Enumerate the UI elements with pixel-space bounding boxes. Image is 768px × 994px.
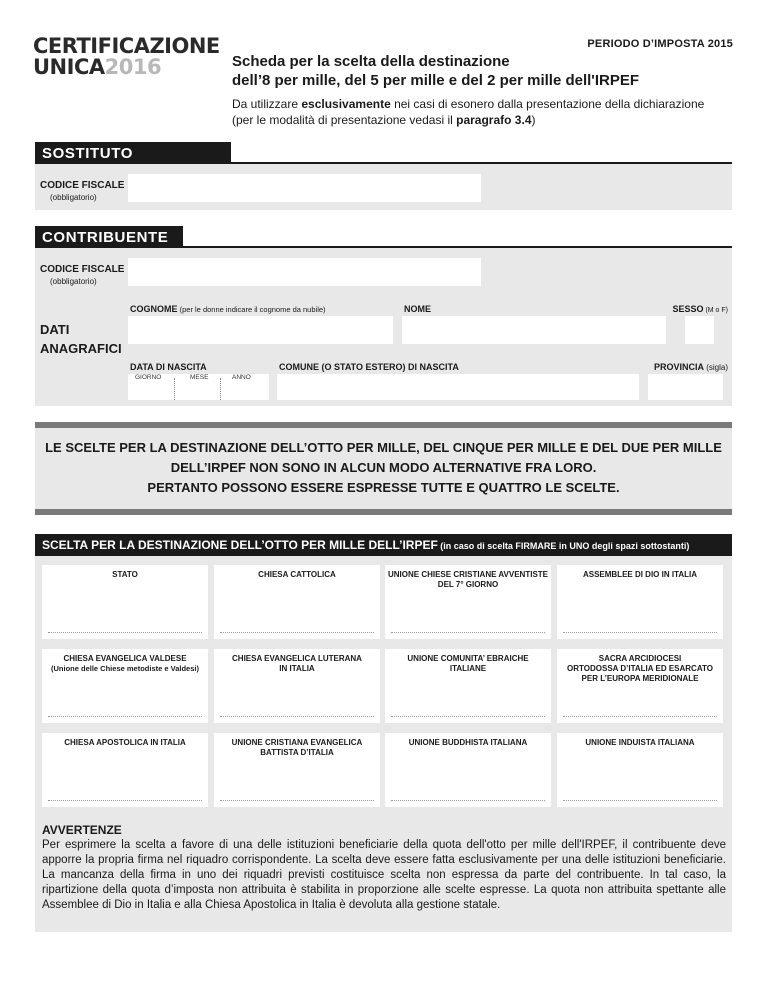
otto-heading-note: (in caso di scelta FIRMARE in UNO degli spazi sottostanti) [437, 541, 690, 551]
sostituto-cf-sub: (obbligatorio) [50, 193, 97, 202]
sesso-label-text: SESSO [672, 304, 704, 314]
signature-cell[interactable] [214, 733, 380, 807]
signature-line [48, 800, 202, 801]
sesso-note: (M o F) [703, 307, 728, 314]
cell-label: ITALIANE [449, 664, 487, 673]
comune-field[interactable] [277, 374, 639, 400]
cell-label: UNIONE INDUISTA ITALIANA [585, 738, 695, 747]
avvertenze [42, 823, 726, 913]
sesso-field[interactable] [685, 316, 714, 344]
signature-line [48, 632, 202, 633]
cell-label: UNIONE CHIESE CRISTIANE AVVENTISTE [387, 570, 549, 579]
cell-label: SACRA ARCIDIOCESI [598, 654, 682, 663]
logo-line1: CERTIFICAZIONE [33, 34, 220, 58]
sostituto-heading: SOSTITUTO [35, 142, 231, 164]
logo [33, 36, 220, 79]
subtitle-bold: esclusivamente [301, 97, 391, 111]
sesso-label [672, 304, 728, 314]
cell-label: IN ITALIA [279, 664, 315, 673]
cell-label: BATTISTA D’ITALIA [260, 748, 334, 757]
cell-label: ASSEMBLEE DI DIO IN ITALIA [582, 570, 698, 579]
provincia-label-text: PROVINCIA [653, 362, 704, 372]
cell-label: UNIONE CRISTIANA EVANGELICA [231, 738, 363, 747]
signature-cell[interactable] [214, 649, 380, 723]
signature-cell[interactable] [385, 733, 551, 807]
data-nascita-label: DATA DI NASCITA [130, 362, 207, 372]
sostituto-cf-label: CODICE FISCALE [40, 180, 125, 191]
cognome-note: (per le donne indicare il cognome da nubile) [177, 305, 326, 314]
signature-cell[interactable] [557, 565, 723, 639]
otto-heading-text: SCELTA PER LA DESTINAZIONE DELL’OTTO PER MILLE DELL’IRPEF [42, 538, 438, 552]
signature-cell[interactable] [557, 733, 723, 807]
avvertenze-title: AVVERTENZE [42, 823, 122, 837]
subtitle [232, 96, 742, 128]
signature-line [563, 632, 717, 633]
subtitle-bold: paragrafo 3.4 [456, 113, 532, 127]
sostituto-cf-field[interactable] [128, 174, 481, 202]
signature-line [391, 800, 545, 801]
provincia-note: (sigla) [703, 363, 728, 372]
signature-cell[interactable] [385, 565, 551, 639]
signature-cell[interactable] [42, 733, 208, 807]
title-line2: dell’8 per mille, del 5 per mille e del 2 per mille dell'IRPEF [232, 72, 640, 89]
contribuente-cf-sub: (obbligatorio) [50, 277, 97, 286]
dati-anagrafici-label [40, 320, 122, 358]
subtitle-text: ) [531, 113, 536, 127]
signature-line [563, 716, 717, 717]
signature-cell[interactable] [385, 649, 551, 723]
logo-year: 2016 [104, 55, 162, 79]
warning-line1: LE SCELTE PER LA DESTINAZIONE DELL’OTTO PER MILLE, DEL CINQUE PER MILLE E DEL DUE PER MILLE [45, 440, 722, 455]
date-divider [174, 378, 175, 400]
signature-cell[interactable] [557, 649, 723, 723]
signature-line [391, 632, 545, 633]
cognome-field[interactable] [128, 316, 393, 344]
contribuente-cf-field[interactable] [128, 258, 481, 286]
cell-label: CHIESA APOSTOLICA IN ITALIA [64, 738, 186, 747]
title-line1: Scheda per la scelta della destinazione [232, 53, 510, 70]
contribuente-heading: CONTRIBUENTE [35, 226, 183, 248]
cognome-label-text: COGNOME [130, 304, 178, 314]
cell-label: UNIONE BUDDHISTA ITALIANA [408, 738, 528, 747]
cell-label: ORTODOSSA D’ITALIA ED ESARCATO [567, 664, 713, 673]
periodo-imposta: PERIODO D’IMPOSTA 2015 [587, 38, 733, 50]
cell-label: CHIESA EVANGELICA VALDESE [63, 654, 187, 663]
page-title [232, 52, 732, 90]
logo-unica: UNICA [33, 55, 105, 79]
subtitle-text: nei casi di esonero dalla presentazione della dichiarazione [390, 97, 705, 111]
signature-line [220, 800, 374, 801]
nome-field[interactable] [402, 316, 666, 344]
cognome-label [130, 304, 326, 314]
signature-line [563, 800, 717, 801]
subtitle-text: (per le modalità di presentazione vedasi il [232, 113, 457, 127]
cell-label: DEL 7° GIORNO [437, 580, 499, 589]
subtitle-text: Da utilizzare [232, 97, 302, 111]
cell-label: CHIESA EVANGELICA LUTERANA [232, 654, 362, 663]
signature-cell[interactable] [42, 649, 208, 723]
contribuente-cf-label: CODICE FISCALE [40, 264, 125, 275]
cell-label: STATO [112, 570, 138, 579]
signature-line [220, 716, 374, 717]
provincia-field[interactable] [648, 374, 723, 400]
cell-label: UNIONE COMUNITA’ EBRAICHE [407, 654, 529, 663]
comune-label: COMUNE (O STATO ESTERO) DI NASCITA [279, 362, 459, 372]
nome-label: NOME [404, 304, 431, 314]
cell-label: (Unione delle Chiese metodiste e Valdesi) [51, 664, 199, 673]
otto-heading [35, 534, 732, 556]
warning-line3: PERTANTO POSSONO ESSERE ESPRESSE TUTTE E QUATTRO LE SCELTE. [147, 480, 620, 495]
warning-box [35, 422, 732, 515]
dati-label: DATI [40, 322, 70, 337]
signature-cell[interactable] [214, 565, 380, 639]
anno-label: ANNO [232, 374, 251, 381]
signature-line [48, 716, 202, 717]
data-nascita-labels-overlay [128, 374, 269, 400]
giorno-label: GIORNO [135, 374, 162, 381]
avvertenze-text: Per esprimere la scelta a favore di una delle istituzioni beneficiarie della quota dell'otto per mille dell'IRPEF, il contribuente deve apporre la propria firma nel riquadro corrispondente. La scelta deve essere fatta esclusivamente per una delle istituzioni beneficiarie. La mancanza della firma in uno dei riquadri previsti costituisce scelta non espressa da parte del contribuente. In tal caso, la ripartizione della quota d’imposta non attribuita è stabilita in proporzione alle scelte espresse. La quota non attribuita spettante alle Assemblee di Dio in Italia e alla Chiesa Apostolica in Italia è devoluta alla gestione statale. [42, 839, 726, 911]
signature-line [391, 716, 545, 717]
signature-line [220, 632, 374, 633]
cell-label: CHIESA CATTOLICA [258, 570, 336, 579]
anagrafici-label: ANAGRAFICI [40, 341, 122, 356]
warning-line2: DELL’IRPEF NON SONO IN ALCUN MODO ALTERNATIVE FRA LORO. [170, 460, 597, 475]
provincia-label [654, 362, 728, 372]
mese-label: MESE [190, 374, 209, 381]
signature-cell[interactable] [42, 565, 208, 639]
date-divider [220, 378, 221, 400]
cell-label: PER L’EUROPA MERIDIONALE [581, 674, 699, 683]
